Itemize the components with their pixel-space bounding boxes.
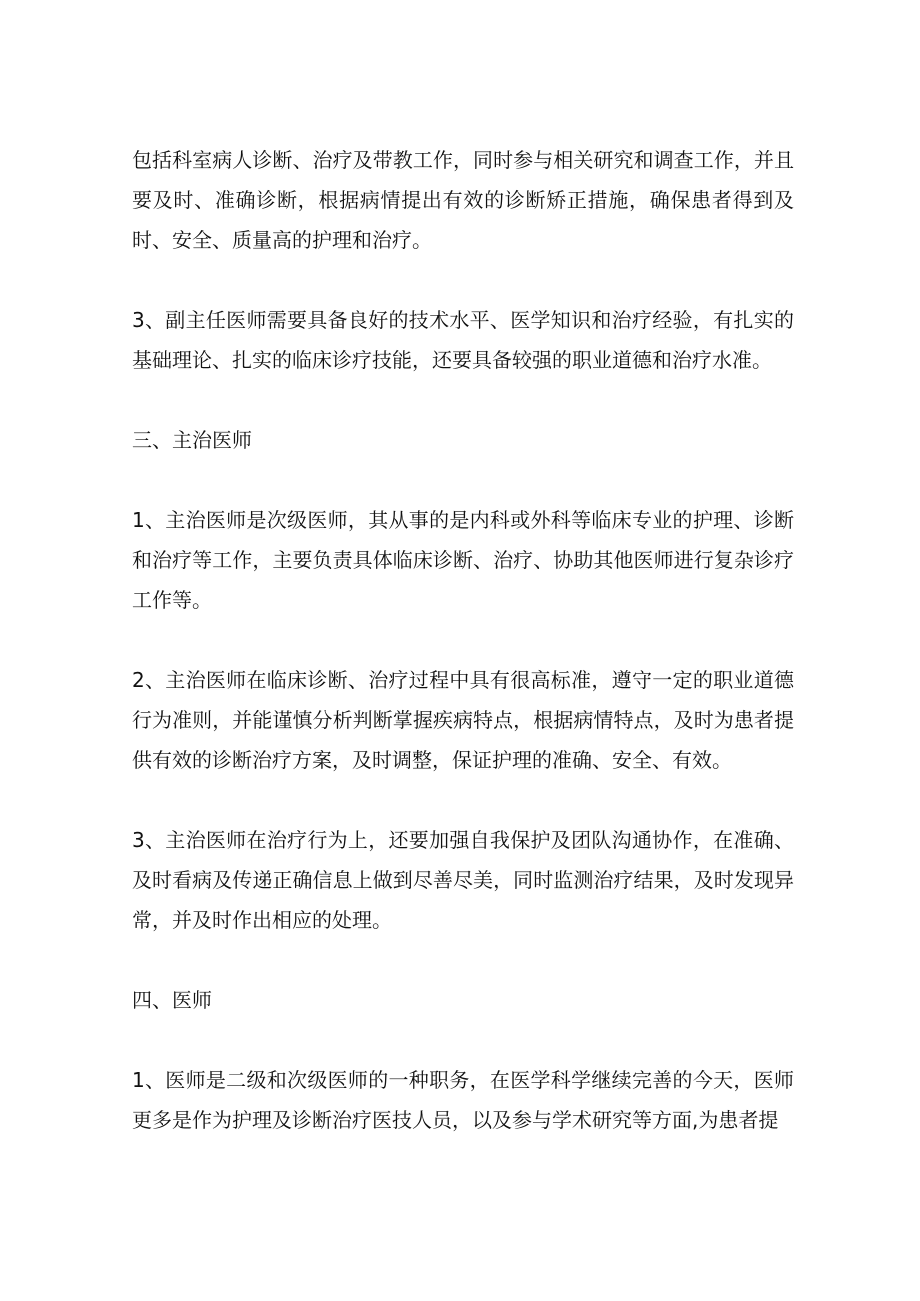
paragraph-physician-1: 1、医师是二级和次级医师的一种职务，在医学科学继续完善的今天，医师更多是作为护理及诊断治疗医技人员，以及参与学术研究等方面,为患者提: [132, 1068, 794, 1132]
paragraph-attending-1: 1、主治医师是次级医师，其从事的是内科或外科等临床专业的护理、诊断和治疗等工作，主要负责具体临床诊断、治疗、协助其他医师进行复杂诊疗工作等。: [132, 508, 794, 612]
paragraph-attending-2: 2、主治医师在临床诊断、治疗过程中具有很高标准，遵守一定的职业道德行为准则，并能谨慎分析判断掌握疾病特点，根据病情特点，及时为患者提供有效的诊断治疗方案，及时调整，保证护理的准确、安全、有效。: [132, 668, 794, 772]
paragraph-associate-chief-3: 3、副主任医师需要具备良好的技术水平、医学知识和治疗经验，有扎实的基础理论、扎实的临床诊疗技能，还要具备较强的职业道德和治疗水准。: [132, 308, 794, 372]
heading-attending-physician: 三、主治医师: [132, 428, 252, 452]
paragraph-attending-3: 3、主治医师在治疗行为上，还要加强自我保护及团队沟通协作，在准确、及时看病及传递正确信息上做到尽善尽美，同时监测治疗结果，及时发现异常，并及时作出相应的处理。: [132, 828, 794, 932]
heading-physician: 四、医师: [132, 988, 212, 1012]
document-body: [132, 140, 794, 1180]
paragraph-diagnosis-duties: 包括科室病人诊断、治疗及带教工作，同时参与相关研究和调查工作，并且要及时、准确诊断，根据病情提出有效的诊断矫正措施，确保患者得到及时、安全、质量高的护理和治疗。: [132, 148, 794, 252]
